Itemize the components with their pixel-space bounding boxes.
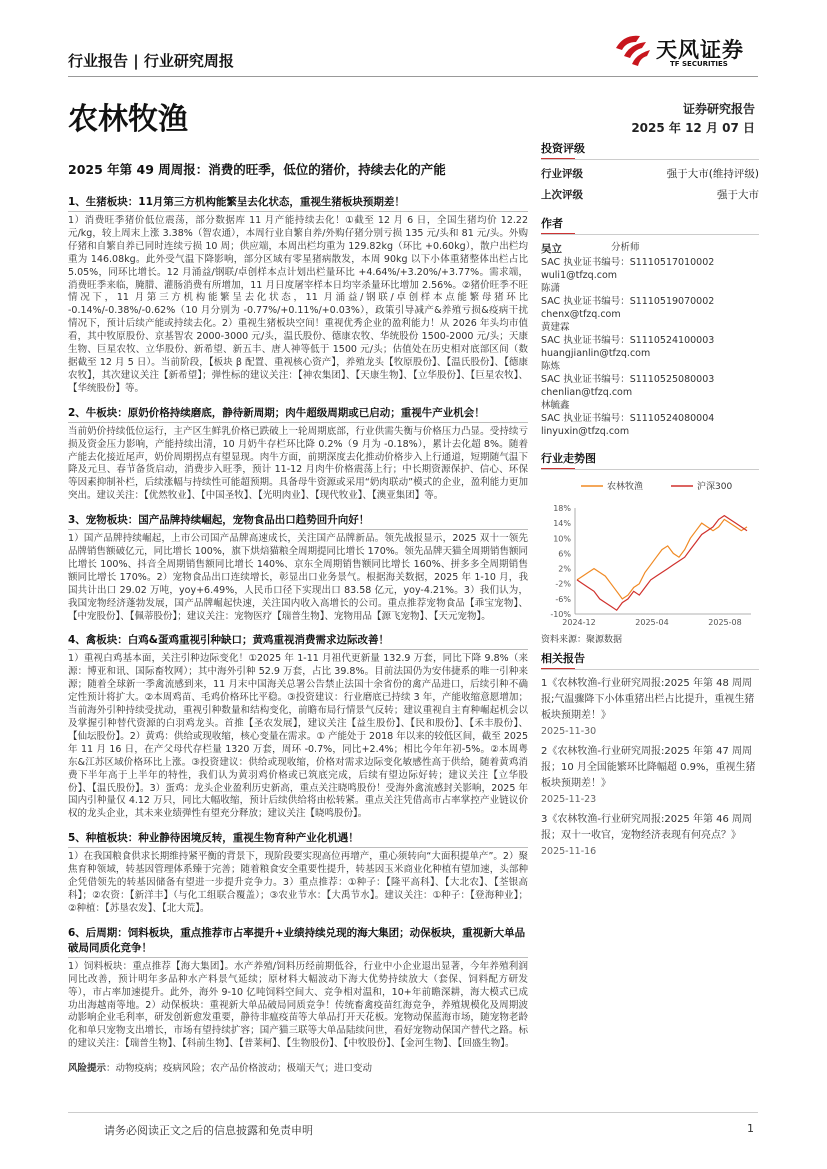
author-email[interactable]: chenlian@tfzq.com bbox=[541, 387, 633, 398]
author-name: 吴立 bbox=[541, 243, 562, 255]
section-body: 1）在我国粮食供求长期维持紧平衡的背景下，现阶段要实现高位再增产，重心须转向“大面积提单产”。2）聚焦育种领域，转基因管理体系臻于完善；随着粮食安全重要性提升，转基因玉米商业化种植有望加速，头部种企凭借领先的转基因储备有望进一步提升竞争力。3）重点推荐：①种子：【隆平高科】、【大北农】、【荃银高科】；②农资：【新洋丰】（与化工组联合覆盖）；③农业节水：【大禹节水】。建议关注：①种子：【登海种业】；②种植：【苏垦农发】、【北大荒】。 bbox=[68, 851, 528, 914]
section-title: 5、种植板块：种业静待困境反转，重视生物育种产业化机遇！ bbox=[68, 832, 359, 845]
legend-label: 农林牧渔 bbox=[607, 482, 644, 492]
footer-notice: 请务必阅读正文之后的信息披露和免责申明 bbox=[104, 1124, 313, 1137]
related-item[interactable] bbox=[541, 676, 759, 740]
x-tick-label: 2024-12 bbox=[562, 618, 596, 626]
authors-title: 作者 bbox=[541, 217, 563, 230]
y-tick-label: -2% bbox=[555, 579, 571, 589]
related-item[interactable] bbox=[541, 812, 759, 860]
report-type: 行业报告 | 行业研究周报 bbox=[68, 52, 234, 70]
rating-key: 上次评级 bbox=[541, 189, 583, 201]
author-name: 黄建霖 bbox=[541, 322, 570, 333]
authors-box bbox=[541, 215, 759, 438]
report-date: 2025 年 12 月 07 日 bbox=[631, 121, 755, 135]
rating-title: 投资评级 bbox=[541, 142, 585, 155]
risk-note bbox=[68, 1060, 528, 1074]
section-divider bbox=[68, 422, 528, 423]
section-poultry bbox=[68, 632, 528, 821]
author-email[interactable]: huangjianlin@tfzq.com bbox=[541, 348, 651, 359]
related-box bbox=[541, 650, 759, 864]
author-sac: SAC 执业证书编号：S1110524080004 bbox=[541, 413, 715, 424]
related-item[interactable] bbox=[541, 744, 759, 808]
chart-source: 资料来源：聚源数据 bbox=[541, 635, 623, 645]
section-divider bbox=[68, 211, 528, 212]
title-divider bbox=[541, 669, 759, 670]
section-divider bbox=[68, 957, 528, 958]
author-entry bbox=[541, 321, 759, 360]
series-line bbox=[577, 519, 747, 599]
section-title: 4、禽板块：白鸡&蛋鸡重视引种缺口；黄鸡重视消费需求边际改善！ bbox=[68, 634, 389, 647]
rating-box bbox=[541, 140, 759, 202]
author-email[interactable]: wuli1@tfzq.com bbox=[541, 270, 618, 281]
related-date: 2025-11-30 bbox=[541, 726, 597, 737]
y-tick-label: 10% bbox=[553, 534, 571, 544]
rating-row bbox=[541, 166, 759, 181]
logo-mark-icon bbox=[612, 30, 654, 74]
author-email[interactable]: chenx@tfzq.com bbox=[541, 309, 621, 320]
section-divider bbox=[68, 529, 528, 530]
section-body: 当前奶价持续低位运行，主产区生鲜乳价格已跌破上一轮周期底部，行业供需失衡与价格压力凸显。受持续亏损及资金压力影响，产能持续出清，10 月奶牛存栏环比降 0.2%（9 月为 -0.18%），累计去化超 8%。随着产能去化接近尾声，奶价周期拐点有望显现。肉牛方面，前期深度去化推动价格步入上行通道，短期随气温下降及元旦、春节备货启动，消费步入旺季，预计 11-12 月肉牛价格震荡上行；中长期资源保护、信心、环保等因素抑制补栏，后续涨幅与持续性可能超预期。具备母牛资源或采用“奶肉联动”模式的企业，盈利能力更加突出。建议关注：【优然牧业】、【中国圣牧】、【光明肉业】、【现代牧业】、【澳亚集团】等。 bbox=[68, 425, 528, 502]
section-body: 1）消费旺季猪价低位震荡，部分数据库 11 月产能持续去化！①截至 12 月 6 日，全国生猪均价 12.22 元/kg，较上周末上涨 3.38%（智农通），本周行业自繁自养/外购仔猪分别亏损 135 元/头和 81 元/头。外购仔猪和自繁自养已同时连续亏损 10 周；供应端，本周出栏均重为 129.82kg（环比 +0.60kg），散户出栏均重为 146.08kg。此外受气温下降影响，部分区域有零星猪病散发，本周 90kg 以下小体重猪整体出栏占比 5.05%，同环比增长。12 月涌益/钢联/卓创样本点计划出栏量环比 +4.64%/+3.20%/+3.77%。需求端，消费旺季来临，腌腊、灌肠消费有所增加，11 月日度屠宰样本日均宰杀量环比增加 2.56%。②猪价旺季不旺情况下，11 月第三方机构能繁呈去化状态，11 月涌益/钢联/卓创样本点能繁母猪环比 -0.14%/-0.38%/-0.62%（10 月分别为 -0.77%/+0.11%/+0.03%），政策引导减产&养殖亏损&疫病干扰情况下，预计后续产能或持续去化。2）重视生猪板块空间！重视优秀企业的盈利能力！从 2026 年头均市值看，其中牧原股份、京基智农 2000-3000 元/头，温氏股份、德康农牧、华统股份 1500-2000 元/头；天康生物、巨星农牧、立华股份、新希望、新五丰、唐人神等低于 1500 元/头；估值处在历史相对底部区间（数据截至 12 月 5 日）。当前阶段，【板块 β 配置、重视核心资产】，养殖龙头【牧原股份】、【温氏股份】、【德康农牧】，其次建议关注【新希望】；弹性标的建议关注：【神农集团】、【天康生物】、【立华股份】、【巨星农牧】、【华统股份】等。 bbox=[68, 215, 528, 394]
author-sac: SAC 执业证书编号：S1110525080003 bbox=[541, 374, 715, 385]
author-email[interactable]: linyuxin@tfzq.com bbox=[541, 426, 630, 437]
section-divider bbox=[68, 649, 528, 650]
sector-title: 农林牧渔 bbox=[68, 102, 188, 137]
y-tick-label: -6% bbox=[555, 594, 571, 604]
related-title: 相关报告 bbox=[541, 652, 585, 665]
author-sac: SAC 执业证书编号：S1110519070002 bbox=[541, 296, 715, 307]
related-text: 3《农林牧渔-行业研究周报:2025 年第 46 周周报；双十一收官，宠物经济表现有何亮点？》 bbox=[541, 814, 753, 841]
rating-key: 行业评级 bbox=[541, 168, 583, 180]
title-divider bbox=[541, 159, 759, 160]
author-header bbox=[541, 241, 759, 256]
series-line bbox=[577, 516, 747, 611]
section-title: 6、后周期：饲料板块，重点推荐市占率提升+业绩持续兑现的海大集团；动保板块，重视新大单品破局同质化竞争！ bbox=[68, 926, 526, 954]
logo-text: 天风证券 bbox=[656, 38, 744, 62]
section-body: 1）国产品牌持续崛起，上市公司国产品牌高速成长，关注国产品牌新品。领先战报显示，2025 双十一领先品牌销售额破亿元，同比增长 100%，旗下烘焙猫粮全周期提同比增长 170%。领先品牌天猫全周期销售额同比增长 100%、抖音全周期销售额同比增长 140%、京东全周期销售额同比增长 160%、拼多多全周期销售额同比增长 170%。2）宠物食品出口连续增长，彰显出口业务景气。根据海关数据，2025 年 1-10 月，我国共计出口 29.02 万吨，yoy+6.49%，人民币口径下实现出口 83.58 亿元，yoy-4.21%。3）我们认为，我国宠物经济蓬勃发展，国产品牌崛起快速，关注国内收入高增长的公司。重点推荐宠物食品【乖宝宠物】、【中宠股份】、【佩蒂股份】；建议关注：宠物医疗【瑞普生物】、宠物用品【源飞宠物】、【天元宠物】。 bbox=[68, 533, 528, 622]
legend-label: 沪深300 bbox=[697, 482, 733, 492]
related-text: 1《农林牧渔-行业研究周报:2025 年第 48 周周报;气温骤降下小体重猪出栏占比提升，重视生猪板块预期差！》 bbox=[541, 678, 755, 721]
rating-value: 强于大市(维持评级) bbox=[666, 168, 759, 180]
trend-chart bbox=[541, 476, 759, 626]
y-tick-label: 18% bbox=[553, 504, 571, 513]
author-sac: SAC 执业证书编号：S1110524100003 bbox=[541, 335, 715, 346]
company-logo bbox=[612, 30, 762, 74]
author-name: 陈炼 bbox=[541, 361, 561, 372]
author-entry bbox=[541, 241, 759, 282]
header-divider bbox=[68, 76, 758, 77]
author-name: 陈潇 bbox=[541, 283, 561, 294]
footer-divider bbox=[68, 1112, 758, 1113]
page-number: 1 bbox=[747, 1122, 754, 1135]
report-headline: 2025 年第 49 周周报：消费的旺季，低位的猪价，持续去化的产能 bbox=[68, 162, 446, 177]
rating-row bbox=[541, 187, 759, 202]
author-entry bbox=[541, 360, 759, 399]
y-tick-label: 14% bbox=[553, 519, 571, 529]
trend-title: 行业走势图 bbox=[541, 452, 596, 465]
x-tick-label: 2025-04 bbox=[635, 618, 669, 626]
y-tick-label: 6% bbox=[558, 549, 571, 559]
section-post-cycle bbox=[68, 925, 528, 1051]
section-divider bbox=[68, 847, 528, 848]
logo-subtext: TF SECURITIES bbox=[670, 60, 728, 68]
rating-value: 强于大市 bbox=[717, 189, 759, 201]
section-body: 1）重视白鸡基本面，关注引种边际变化！①2025 年 1-11 月祖代更新量 132.9 万套，同比下降 9.8%（来源：博亚和讯、国际畜牧网）；其中海外引种 52.9 万套，占比 39.8%。目前法国仍为安伟捷系的唯一引种来源；随着全球新一季禽流感到来，11 月末中国海关总署公告禁止法国十余省份的禽产品进口，后续引种不确定性预计将扩大。②本周鸡苗、毛鸡价格环比平稳。③投资建议：行业磨底已持续 3 年，产能收缩意愿增加；当前海外引种持续受扰动，重视引种数量和结构变化，前瞻布局行情景气反转；建议重视自主育种崛起机会以及掌握引种替代资源的白羽鸡龙头。首推【圣农发展】，建议关注【益生股份】、【民和股份】、【禾丰股份】、【仙坛股份】。2）黄鸡：供给或现收缩，核心变量在需求。① 产能处于 2018 年以来的较低区间，截至 2025 年 11 月 16 日，在产父母代存栏量 1320 万套，周环 -0.7%，同比+2.4%；相比今年年初-5%。②本周粤东&江苏区域价格环比上涨。③投资建议：供给或现收缩，价格对需求边际变化敏感性高于供给，随着黄鸡消费下半年高于上半年的特性，我们认为黄羽鸡价格或已筑底完成，后续有望边际好转；建议关注【立华股份】、【温氏股份】。3）蛋鸡：龙头企业盈利历史新高，重点关注晓鸣股份！受海外禽流感封关影响，2025 年国内引种量仅 4.12 万只，同比大幅收缩，预计后续供给将由松转紧。重点关注凭借高市占率掌控产业链议价权的龙头企业，其未来业绩弹性有望充分释放；建议关注【晓鸣股份】。 bbox=[68, 653, 528, 820]
section-title: 2、牛板块：原奶价格持续磨底，静待新周期；肉牛超级周期或已启动；重视牛产业机会！ bbox=[68, 406, 485, 419]
x-tick-label: 2025-08 bbox=[708, 618, 742, 626]
author-entry bbox=[541, 282, 759, 321]
section-planting bbox=[68, 830, 528, 916]
risk-label: 风险提示 bbox=[68, 1063, 107, 1075]
related-date: 2025-11-16 bbox=[541, 846, 597, 857]
section-body: 1）饲料板块：重点推荐【海大集团】。水产养殖/饲料历经前期低谷，行业中小企业退出显著，今年养殖利润同比改善，预计明年多品种水产料景气延续；原材料大幅波动下海大优势持续放大（套保、饲料配方研发等），市占率加速提升。此外，海外 9-10 亿吨饲料空间大、竞争相对温和，10+年前瞻深耕，海大模式已成功出海越南等地。2）动保板块：重视新大单品破局同质竞争！传统畜禽疫苗红海竞争，养殖规模化及周期波动影响企业毛利率，研发创新愈发重要，静待非瘟疫苗等大单品打开天花板。宠物动保蓝海市场，随宠物老龄化和单只宠物支出增长，市场有望持续扩容；国产猫三联等大单品陆续问世，看好宠物动保国产替代之路。标的建议关注：【瑞普生物】、【科前生物】、【普莱柯】、【生物股份】、【中牧股份】、【金河生物】、【回盛生物】。 bbox=[68, 960, 528, 1050]
section-title: 3、宠物板块：国产品牌持续崛起，宠物食品出口趋势回升向好！ bbox=[68, 514, 370, 527]
y-tick-label: 2% bbox=[558, 564, 571, 574]
risk-text: ：动物疫病；疫病风险；农产品价格波动；极端天气；进口变动 bbox=[106, 1063, 373, 1075]
title-divider bbox=[541, 234, 759, 235]
section-pig bbox=[68, 194, 528, 396]
y-tick-label: -10% bbox=[550, 610, 571, 619]
related-list bbox=[541, 676, 759, 860]
section-title: 1、生猪板块：11月第三方机构能繁呈去化状态，重视生猪板块预期差！ bbox=[68, 196, 405, 208]
author-role: 分析师 bbox=[611, 242, 640, 253]
doc-kind: 证券研究报告 bbox=[682, 102, 755, 116]
trend-box bbox=[541, 450, 759, 647]
author-name: 林毓鑫 bbox=[541, 400, 570, 411]
author-entry bbox=[541, 399, 759, 438]
section-cattle bbox=[68, 405, 528, 503]
title-divider bbox=[541, 469, 759, 470]
section-pet bbox=[68, 512, 528, 623]
body-column bbox=[68, 194, 528, 1074]
related-date: 2025-11-23 bbox=[541, 794, 597, 805]
related-text: 2《农林牧渔-行业研究周报:2025 年第 47 周周报；10 月全国能繁环比降幅超 0.9%，重视生猪板块预期差！》 bbox=[541, 746, 756, 789]
author-sac: SAC 执业证书编号：S1110517010002 bbox=[541, 257, 715, 268]
